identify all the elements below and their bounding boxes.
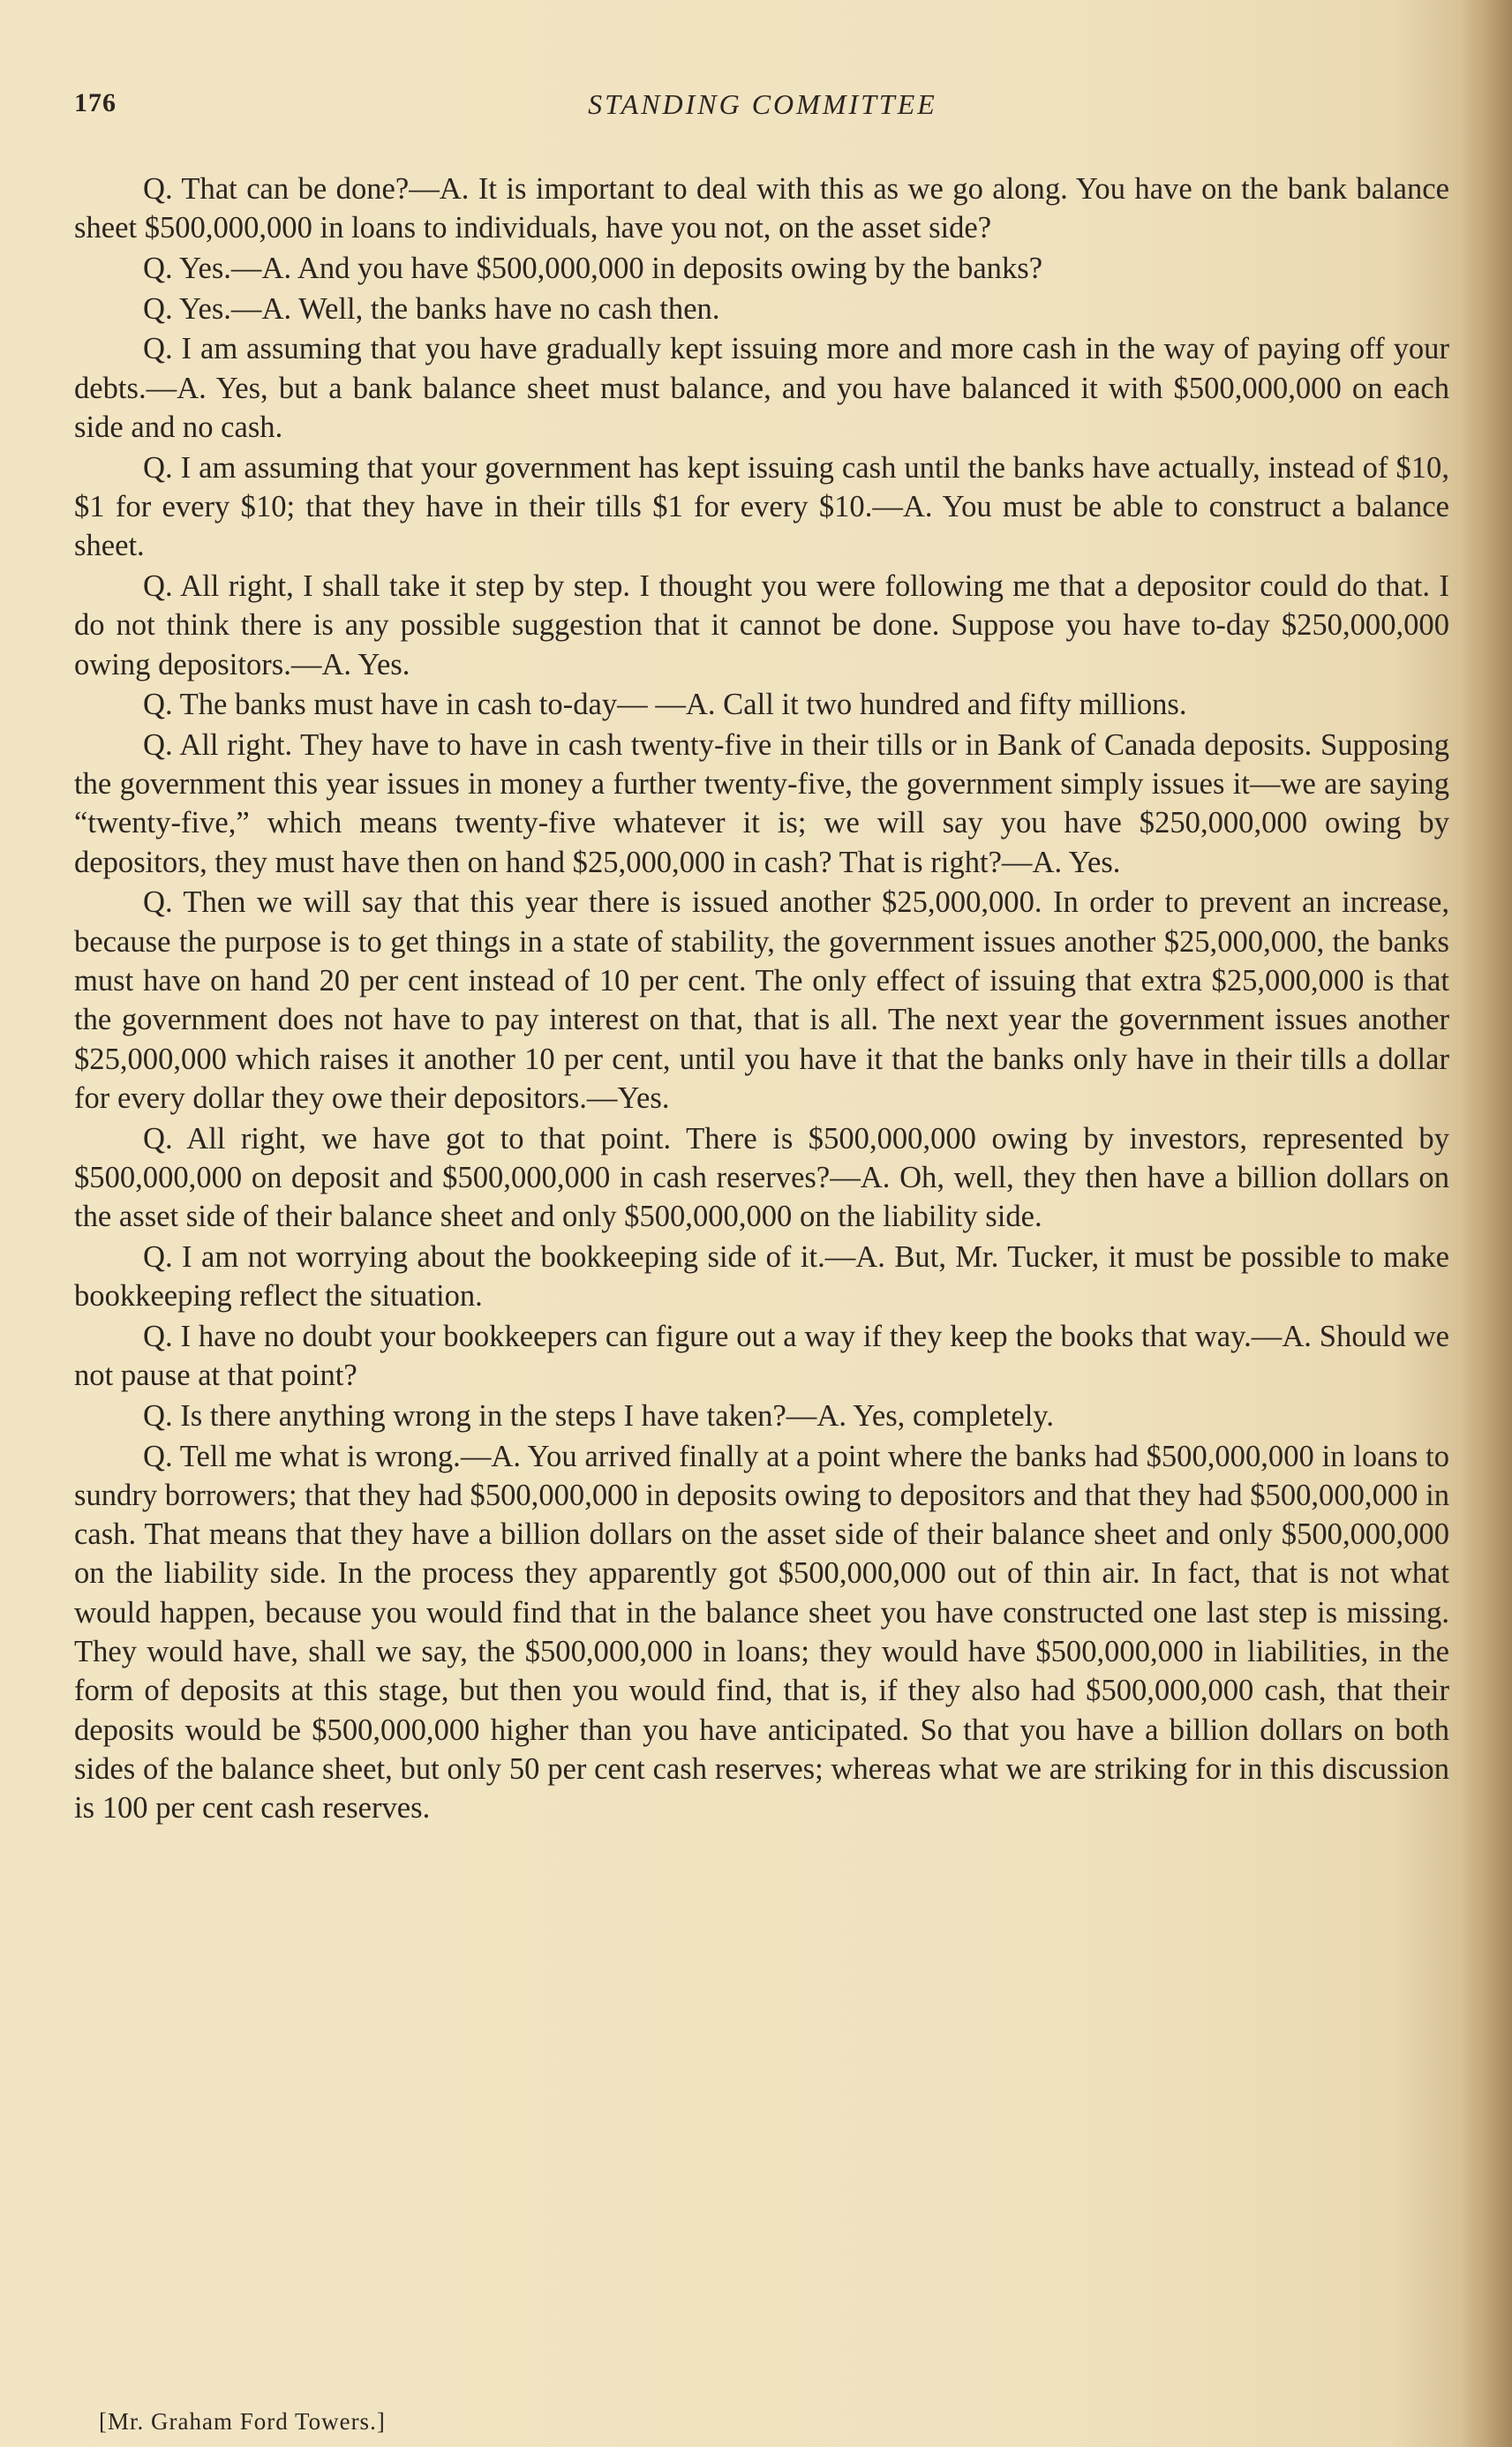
speaker-note: [Mr. Graham Ford Towers.] bbox=[99, 2408, 386, 2435]
paragraph-5: Q. I am assuming that your government has kept issuing cash until the banks have actually, instead of $10, $1 for every $10; that they have in their tills $1 for every $10.—A. You must be able to construct a balance sheet. bbox=[74, 450, 1449, 563]
paragraph-6: Q. All right, I shall take it step by step. I thought you were following me that a depositor could do that. I do not think there is any possible suggestion that it cannot be done. Suppose you have to-day $250,000,000 owing depositors.—A. Yes. bbox=[74, 568, 1449, 681]
page-header bbox=[74, 88, 1451, 132]
book-spine-shadow bbox=[1461, 0, 1512, 2447]
paragraph-14: Q. Tell me what is wrong.—A. You arrived finally at a point where the banks had $500,000,000 in loans to sundry borrowers; that they had $500,000,000 in deposits owing to depositors and that they had $500,000,000 in cash. That means that they have a billion dollars on the asset side of their balance sheet and only $500,000,000 on the liability side. In the process they apparently got $500,000,000 out of thin air. In fact, that is not what would happen, because you would find that in the balance sheet you have constructed one last step is missing. They would have, shall we say, the $500,000,000 in loans; they would have $500,000,000 in liabilities, in the form of deposits at this stage, but then you would find, that is, if they also had $500,000,000 cash, that their deposits would be $500,000,000 higher than you have anticipated. So that you have a billion dollars on both sides of the balance sheet, but only 50 per cent cash reserves; whereas what we are striking for in this discussion is 100 per cent cash reserves. bbox=[74, 1439, 1449, 1826]
paragraph-4: Q. I am assuming that you have gradually kept issuing more and more cash in the way of paying off your debts.—A. Yes, but a bank balance sheet must balance, and you have balanced it with $500,000,000 on each side and no cash. bbox=[74, 332, 1449, 444]
paragraph-12: Q. I have no doubt your bookkeepers can figure out a way if they keep the books that way.—A. Should we not pause at that point? bbox=[74, 1319, 1449, 1393]
paragraph-2: Q. Yes.—A. And you have $500,000,000 in deposits owing by the banks? bbox=[143, 251, 1043, 285]
paragraph-11: Q. I am not worrying about the bookkeeping side of it.—A. But, Mr. Tucker, it must be possible to make bookkeeping reflect the situation. bbox=[74, 1239, 1449, 1314]
transcript-body bbox=[74, 169, 1449, 1829]
paragraph-10: Q. All right, we have got to that point. There is $500,000,000 owing by investors, represented by $500,000,000 on deposit and $500,000,000 in cash reserves?—A. Oh, well, they then have a billion dollars on the asset side of their balance sheet and only $500,000,000 on the liability side. bbox=[74, 1121, 1449, 1234]
paragraph-7: Q. The banks must have in cash to-day— —A. Call it two hundred and fifty millions. bbox=[143, 688, 1187, 722]
paragraph-13: Q. Is there anything wrong in the steps I have taken?—A. Yes, completely. bbox=[143, 1398, 1054, 1433]
paragraph-9: Q. Then we will say that this year there is issued another $25,000,000. In order to prevent an increase, because the purpose is to get things in a state of stability, the government issues another $25,000,000, the banks must have on hand 20 per cent instead of 10 per cent. The only effect of issuing that extra $25,000,000 is that the government does not have to pay interest on that, that is all. The next year the government issues another $25,000,000 which raises it another 10 per cent, until you have it that the banks only have in their tills a dollar for every dollar they owe their depositors.—Yes. bbox=[74, 885, 1449, 1115]
paragraph-1: Q. That can be done?—A. It is important to deal with this as we go along. You have on the bank balance sheet $500,000,000 in loans to individuals, have you not, on the asset side? bbox=[74, 172, 1449, 245]
paragraph-8: Q. All right. They have to have in cash twenty-five in their tills or in Bank of Canada deposits. Supposing the government this year issues in money a further twenty-five, the government simply issues it—we are saying “twenty-five,” which means twenty-five whatever it is; we will say you have $250,000,000 owing by depositors, they must have then on hand $25,000,000 in cash? That is right?—A. Yes. bbox=[74, 727, 1449, 879]
page-number: 176 bbox=[74, 88, 117, 117]
paragraph-3: Q. Yes.—A. Well, the banks have no cash then. bbox=[143, 291, 720, 326]
running-head: STANDING COMMITTEE bbox=[588, 88, 937, 120]
